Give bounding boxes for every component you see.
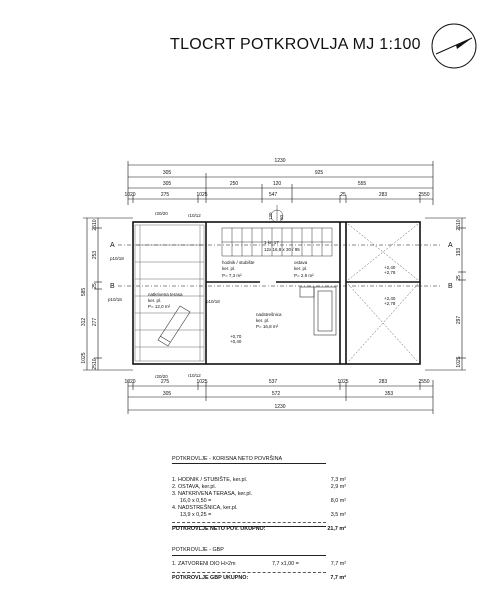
svg-text:2550: 2550	[418, 192, 430, 198]
svg-text:p10/18: p10/18	[206, 299, 220, 304]
svg-text:353: 353	[384, 391, 394, 397]
svg-text:305: 305	[162, 391, 172, 397]
svg-text:2550: 2550	[418, 379, 430, 385]
svg-text:P= 16,8 m²: P= 16,8 m²	[256, 324, 279, 329]
svg-text:283: 283	[378, 379, 388, 385]
svg-text:283: 283	[378, 192, 388, 198]
svg-text:2510: 2510	[92, 358, 98, 370]
dim-top-305: 305	[162, 170, 172, 176]
svg-text:+2,40: +2,40	[384, 296, 396, 301]
svg-text:P= 7,3 m²: P= 7,3 m²	[222, 273, 242, 278]
svg-text:1020: 1020	[124, 379, 136, 385]
room-storage-name: ostava	[294, 260, 308, 265]
schedule-divider	[172, 463, 326, 464]
svg-text:P= 12,0 m²: P= 12,0 m²	[148, 304, 171, 309]
svg-text:537: 537	[268, 379, 278, 385]
schedule-item: 3. NATKRIVENA TERASA, ker.pl.	[172, 491, 253, 497]
svg-text:+2,78: +2,78	[384, 301, 396, 306]
svg-text:277: 277	[92, 317, 98, 327]
room-hall-name: hodnik / stubište	[222, 260, 255, 265]
section-label-b-right: B	[448, 283, 453, 290]
svg-text:1025: 1025	[81, 352, 87, 364]
svg-text:253: 253	[92, 250, 98, 260]
svg-text:1025: 1025	[196, 379, 208, 385]
svg-text:r20/20: r20/20	[155, 211, 168, 216]
svg-text:p10/18: p10/18	[108, 297, 122, 302]
dim-top-925: 925	[314, 170, 324, 176]
schedule-item: 4. NADSTREŠNICA, ker.pl.	[172, 505, 238, 511]
svg-text:312: 312	[81, 317, 87, 327]
room-roof-name: nadstrešnica	[256, 312, 282, 317]
section-label-a-left: A	[110, 242, 115, 249]
schedule-item: 2. OSTAVA, ker.pl. 2,9 m²	[172, 484, 346, 490]
svg-text:1025: 1025	[337, 379, 349, 385]
schedule-divider	[172, 555, 326, 556]
svg-text:572: 572	[271, 391, 281, 397]
schedule-divider	[172, 526, 326, 527]
svg-text:ker. pl.: ker. pl.	[256, 318, 270, 323]
svg-text:25: 25	[92, 283, 98, 289]
svg-text:+0,70: +0,70	[230, 334, 242, 339]
section-label-a-right: A	[448, 242, 453, 249]
svg-text:p10/18: p10/18	[110, 256, 124, 261]
drawing-title: TLOCRT POTKROVLJA MJ 1:100	[170, 36, 421, 53]
schedule-heading: POTKROVLJE - KORISNA NETO POVRŠINA	[172, 456, 283, 462]
section-label-b-left: B	[110, 283, 115, 290]
svg-text:250: 250	[229, 181, 239, 187]
svg-text:+0,40: +0,40	[230, 339, 242, 344]
svg-text:25: 25	[456, 275, 462, 281]
svg-text:193: 193	[456, 247, 462, 257]
svg-text:r10/12: r10/12	[188, 373, 201, 378]
svg-text:555: 555	[357, 181, 367, 187]
area-schedule	[172, 456, 346, 582]
svg-text:120: 120	[268, 212, 273, 220]
svg-text:275: 275	[160, 192, 170, 198]
svg-text:1 kn 17: 1 kn 17	[264, 240, 279, 245]
gbp-item: 1. ZATVORENI DIO H>2m 7,7 x1,00 = 7,7 m²	[172, 561, 346, 567]
svg-text:2510: 2510	[456, 219, 462, 231]
dim-top-total: 1230	[274, 158, 286, 164]
svg-text:P= 2,9 m²: P= 2,9 m²	[294, 273, 314, 278]
svg-text:r20/20: r20/20	[155, 374, 168, 379]
svg-text:547: 547	[268, 192, 278, 198]
svg-text:120: 120	[272, 181, 282, 187]
gbp-total: POTKROVLJE GBP UKUPNO: 7,7 m²	[172, 575, 346, 581]
schedule-divider	[172, 572, 326, 573]
svg-text:+2,40: +2,40	[384, 265, 396, 270]
svg-text:1020: 1020	[124, 192, 136, 198]
svg-text:60: 60	[279, 214, 284, 220]
svg-text:305: 305	[162, 181, 172, 187]
svg-text:2510: 2510	[92, 219, 98, 231]
svg-text:275: 275	[160, 379, 170, 385]
svg-text:+2,78: +2,78	[384, 270, 396, 275]
schedule-item: 13,9 x 0,25 = 3,5 m²	[180, 512, 346, 518]
svg-text:585: 585	[81, 287, 87, 297]
svg-text:ker. pl.: ker. pl.	[148, 298, 162, 303]
svg-text:297: 297	[456, 315, 462, 325]
schedule-item: 16,0 x 0,50 = 8,0 m²	[180, 498, 346, 504]
svg-text:ker. pl.: ker. pl.	[222, 266, 236, 271]
schedule-divider	[172, 522, 326, 523]
svg-text:ker. pl.: ker. pl.	[294, 266, 308, 271]
schedule-total: POTKROVLJE NETO POV. UKUPNO: 21,7 m²	[172, 526, 346, 532]
svg-text:25: 25	[340, 192, 346, 198]
schedule-item: 1. HODNIK / STUBIŠTE, ker.pl. 7,3 m²	[172, 477, 346, 483]
svg-text:12x 16,8 x 30 / 95: 12x 16,8 x 30 / 95	[264, 247, 300, 252]
svg-text:r10/12: r10/12	[188, 213, 201, 218]
gbp-heading: POTKROVLJE - GBP	[172, 547, 224, 553]
svg-text:1230: 1230	[274, 404, 286, 410]
room-terrace-name: natkrivena terasa	[148, 292, 183, 297]
svg-text:1025: 1025	[456, 356, 462, 368]
svg-text:1025: 1025	[196, 192, 208, 198]
